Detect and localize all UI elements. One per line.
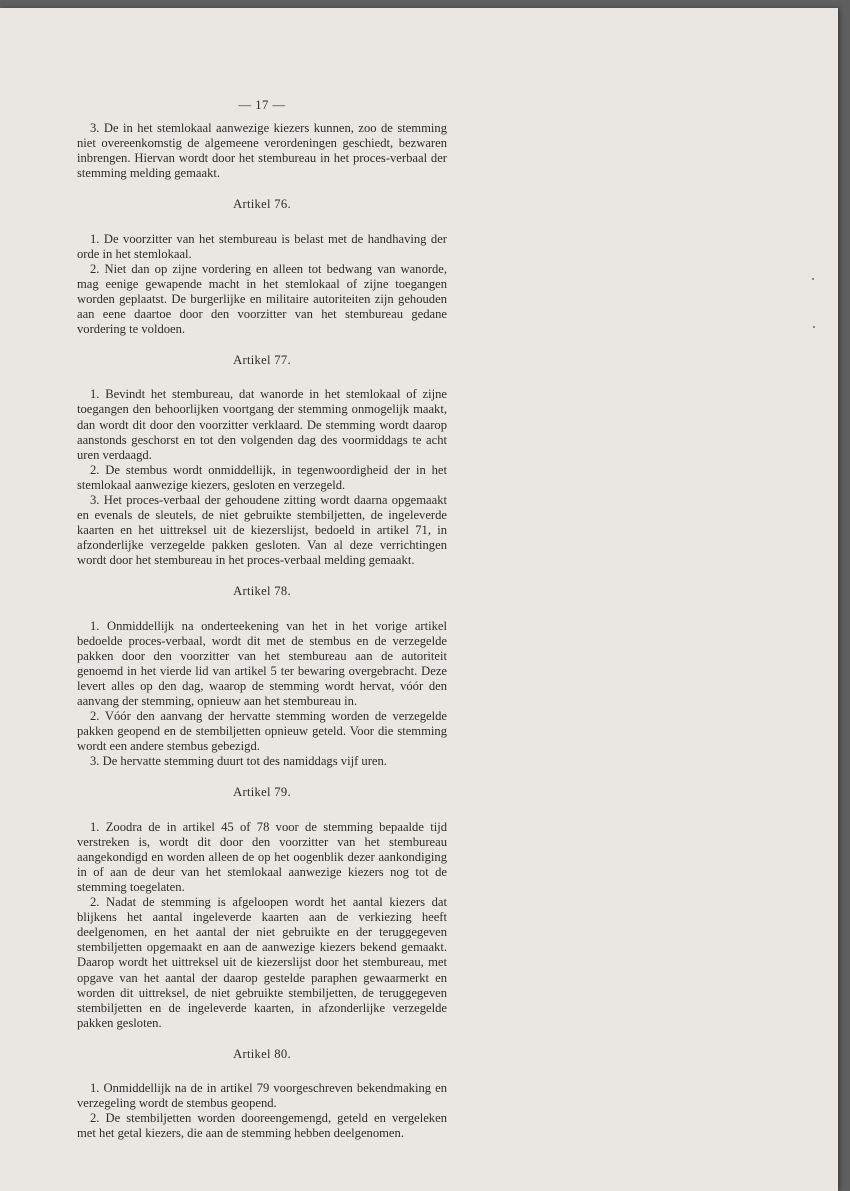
page-text — [77, 98, 447, 1141]
paragraph: 2. Vóór den aanvang der hervatte stemming worden de verzegelde pakken geopend en de stembiljetten opnieuw geteld. Voor die stemming wordt een andere stembus gebezigd. — [77, 709, 447, 754]
article-heading: Artikel 78. — [233, 584, 291, 599]
text-body — [77, 121, 447, 1141]
paragraph: 2. De stembiljetten worden dooreengemengd, geteld en vergeleken met het getal kiezers, die aan de stemming hebben deelgenomen. — [77, 1111, 447, 1141]
paragraph: 2. De stembus wordt onmiddellijk, in tegenwoordigheid der in het stemlokaal aanwezige kiezers, gesloten en verzegeld. — [77, 462, 447, 492]
article-heading: Artikel 80. — [233, 1046, 291, 1061]
paragraph: 1. Zoodra de in artikel 45 of 78 voor de stemming bepaalde tijd verstreken is, wordt dit door den voorzitter van het stembureau aangekondigd en worden alleen de op het oogenblik dezer aankondiging in of aan de deur van het stemlokaal aanwezige kiezers nog tot de stemming toegelaten. — [77, 819, 447, 894]
article-heading: Artikel 76. — [233, 197, 291, 212]
paper-speck — [812, 278, 814, 280]
paragraph: 3. Het proces-verbaal der gehoudene zitting wordt daarna opgemaakt en evenals de sleutels, de niet gebruikte stembiljetten, de ingeleverde kaarten en het uittreksel uit de kiezerslijst, bedoeld in artikel 71, in afzonderlijke verzegelde pakken gesloten. Van al deze verrichtingen wordt door het stembureau in het proces-verbaal melding gemaakt. — [77, 492, 447, 568]
paragraph: 1. Onmiddellijk na onderteekening van het in het vorige artikel bedoelde proces-verbaal, wordt dit met de stembus en de verzegelde pakken door den voorzitter van het stembureau aan de autoriteit genoemd in het vierde lid van artikel 5 ter bewaring overgebracht. Deze levert alles op den dag, waarop de stemming wordt hervat, vóór den aanvang der stemming, opnieuw aan het stembureau in. — [77, 618, 447, 708]
paragraph: 1. Onmiddellijk na de in artikel 79 voorgeschreven bekendmaking en verzegeling wordt de stembus geopend. — [77, 1080, 447, 1111]
page-number: — 17 — — [238, 98, 286, 112]
paragraph: 1. Bevindt het stembureau, dat wanorde in het stemlokaal of zijne toegangen den behoorlijken voortgang der stemming onmogelijk maakt, dan wordt dit door den voorzitter verklaard. De stemming wordt daarop aanstonds geschorst en tot den volgenden dag des voormiddags te acht uren verdaagd. — [77, 387, 447, 462]
paper-speck — [813, 326, 815, 328]
document-page — [0, 8, 838, 1191]
paragraph: 3. De hervatte stemming duurt tot des namiddags vijf uren. — [90, 754, 387, 769]
article-heading: Artikel 77. — [233, 353, 291, 368]
paragraph: 2. Nadat de stemming is afgeloopen wordt het aantal kiezers dat blijkens het aantal ingeleverde kaarten aan de verkiezing heeft deelgenomen, en het aantal der niet gebruikte en der teruggegeven stembiljetten opgemaakt en aan de aanwezige kiezers bekend gemaakt. Daarop wordt het uittreksel uit de kiezerslijst door het stembureau, met opgave van het aantal der daarop gestelde paraphen gewaarmerkt en worden dit uittreksel, de niet gebruikte stembiljetten, de teruggegeven stembiljetten en de ingeleverde kaarten, in afzonderlijke verzegelde pakken gesloten. — [77, 895, 447, 1030]
paragraph: 3. De in het stemlokaal aanwezige kiezers kunnen, zoo de stemming niet overeenkomstig de algemeene verordeningen geschiedt, bezwaren inbrengen. Hiervan wordt door het stembureau in het proces-verbaal der stemming melding gemaakt. — [77, 121, 447, 181]
paragraph: 2. Niet dan op zijne vordering en alleen tot bedwang van wanorde, mag eenige gewapende macht in het stemlokaal of zijne toegangen worden geplaatst. De burgerlijke en militaire autoriteiten zijn gehouden aan eene daartoe door den voorzitter van het stembureau gedane vordering te voldoen. — [77, 261, 447, 337]
article-heading: Artikel 79. — [233, 785, 291, 800]
paragraph: 1. De voorzitter van het stembureau is belast met de handhaving der orde in het stemlokaal. — [77, 231, 447, 261]
